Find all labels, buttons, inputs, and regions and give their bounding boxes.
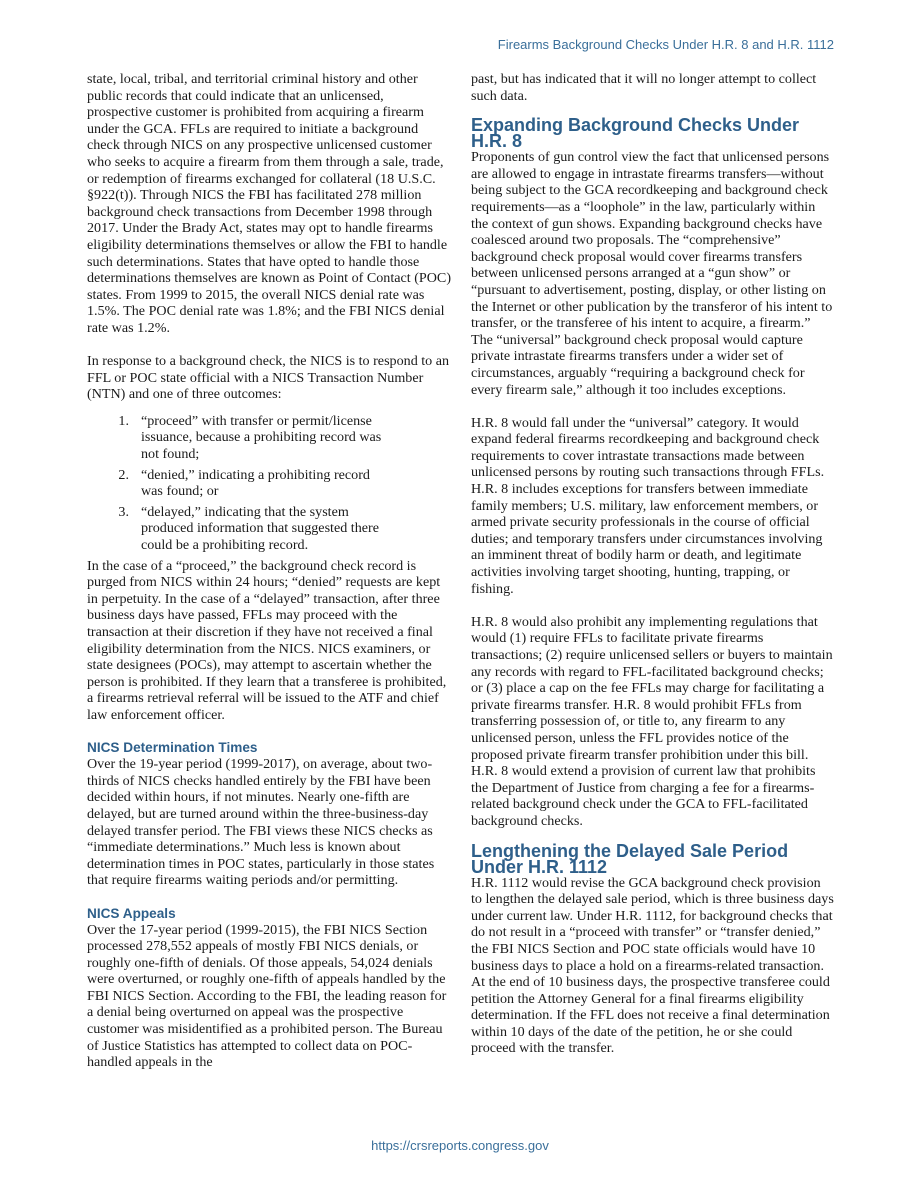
section-heading-expanding-checks: Expanding Background Checks Under H.R. 8: [471, 115, 800, 152]
paragraph: Proponents of gun control view the fact that unlicensed persons are allowed to engage in intrastate firearms transfers—without being subject to the GCA recordkeeping and background check requirements—as a “loophole” in the law, particularly within the context of gun shows. Expanding background checks have coalesced around two proposals. The “comprehensive” background check proposal would cover firearms transfers between unlicensed persons arranged at a “gun show” or “pursuant to advertisement, posting, display, or other listing on the Internet or other publication by the transferor of his intent to transfer, or the transferee of his intent to acquire, a firearm.” The “universal” background check proposal would capture private intrastate firearms transfers under a wider set of circumstances, arguably “requiring a background check for every firearm sale,” although it too includes exceptions.: [471, 149, 833, 398]
left-column: [87, 71, 452, 1071]
running-header: Firearms Background Checks Under H.R. 8 and H.R. 1112: [497, 37, 834, 52]
paragraph: H.R. 8 would also prohibit any implementing regulations that would (1) require FFLs to facilitate private firearms transactions; (2) require unlicensed sellers or buyers to maintain any records with regard to FFL-facilitated background checks; or (3) place a cap on the fee FFLs may charge for facilitating a private firearms transfer. H.R. 8 would prohibit FFLs from transferring possession of, or title to, any firearm to any unlicensed person, unless the FFL provides notice of the proposed private firearm transfer prohibition under this bill. H.R. 8 would extend a provision of current law that prohibits the Department of Justice from charging a fee for a firearms-related background check under the GCA to FFL-facilitated background checks.: [471, 613, 833, 829]
paragraph: Over the 19-year period (1999-2017), on average, about two-thirds of NICS checks handled entirely by the FBI have been decided within hours, if not minutes. Nearly one-fifth are delayed, but are turned around within the three-business-day delayed transfer period. The FBI views these NICS checks as “immediate determinations.” Much less is known about determination times in POC states, particularly in those states that require firearms waiting periods and/or permitting.: [87, 756, 435, 889]
list-item-text: “delayed,” indicating that the system produced information that suggested there could be a prohibiting record.: [141, 503, 379, 554]
list-number: 2.: [118, 466, 129, 483]
paragraph: H.R. 8 would fall under the “universal” category. It would expand federal firearms recordkeeping and background check requirements to cover intrastate transactions made between unlicensed persons by routing such transactions through FFLs. H.R. 8 includes exceptions for transfers between immediate family members; U.S. military, law enforcement members, or armed private security professionals in the course of official duties; and temporary transfers under circumstances involving an imminent threat of bodily harm or death, and legitimate activities involving target shooting, hunting, trapping, or fishing.: [471, 414, 825, 597]
paragraph: state, local, tribal, and territorial criminal history and other public records that could indicate that an unlicensed, prospective customer is prohibited from acquiring a firearm under the GCA. FFLs are required to initiate a background check through NICS on any prospective unlicensed customer who seeks to acquire a firearm from them through a sale, trade, or redemption of firearms exchanged for collateral (18 U.S.C. §922(t)). Through NICS the FBI has facilitated 278 million background check transactions from December 1998 through 2017. Under the Brady Act, states may opt to handle firearms eligibility determinations themselves or allow the FBI to handle such determinations. States that have opted to handle those determinations themselves are known as Point of Contact (POC) states. From 1999 to 2015, the overall NICS denial rate was 1.5%. The POC denial rate was 1.8%; and the FBI NICS denial rate was 1.2%.: [87, 71, 452, 336]
list-item: [87, 413, 452, 463]
paragraph: Over the 17-year period (1999-2015), the FBI NICS Section processed 278,552 appeals of mostly FBI NICS denials, or roughly one-fifth of denials. Of those appeals, 54,024 denials were overturned, or roughly one-fifth of appeals handled by the FBI NICS Section. According to the FBI, the leading reason for a denial being overturned on appeal was the prospective customer was misidentified as a prohibited person. The Bureau of Justice Statistics has attempted to collect data on POC-handled appeals in the: [87, 921, 447, 1071]
paragraph: H.R. 1112 would revise the GCA background check provision to lengthen the delayed sale period, which is three business days under current law. Under H.R. 1112, for background checks that do not result in a “proceed with transfer” or “transfer denied,” the FBI NICS Section and POC state officials would have 10 business days to place a hold on a firearms-related transaction. At the end of 10 business days, the prospective transferee could petition the Attorney General for a final firearms eligibility determination. If the FFL does not receive a final determination within 10 days of the date of the petition, he or she could proceed with the transfer.: [471, 874, 834, 1057]
section-heading-appeals: NICS Appeals: [87, 905, 176, 921]
paragraph: In response to a background check, the NICS is to respond to an FFL or POC state official with a NICS Transaction Number (NTN) and one of three outcomes:: [87, 353, 450, 403]
list-number: 1.: [118, 412, 129, 429]
list-item: [87, 467, 452, 500]
list-item-text: “proceed” with transfer or permit/license issuance, because a prohibiting record was not found;: [141, 412, 382, 463]
outcomes-list: [87, 413, 452, 554]
list-item-text: “denied,” indicating a prohibiting record was found; or: [141, 466, 370, 500]
list-number: 3.: [118, 503, 129, 520]
section-heading-delayed-sale: Lengthening the Delayed Sale Period Under H.R. 1112: [471, 840, 789, 877]
paragraph: past, but has indicated that it will no longer attempt to collect such data.: [471, 71, 817, 104]
list-item: [87, 504, 452, 554]
right-column: [471, 71, 835, 1057]
section-heading-determination-times: NICS Determination Times: [87, 740, 258, 756]
footer-url[interactable]: https://crsreports.congress.gov: [371, 1138, 549, 1153]
paragraph: In the case of a “proceed,” the background check record is purged from NICS within 24 hours; “denied” requests are kept in perpetuity. In the case of a “delayed” transaction, after three business days have passed, FFLs may proceed with the transaction at their discretion if they have not received a final eligibility determination from the NICS. NICS examiners, or state designees (POCs), may attempt to ascertain whether the person is prohibited. If they learn that a transferee is prohibited, a firearms retrieval referral will be issued to the ATF and chief law enforcement officer.: [87, 557, 447, 723]
